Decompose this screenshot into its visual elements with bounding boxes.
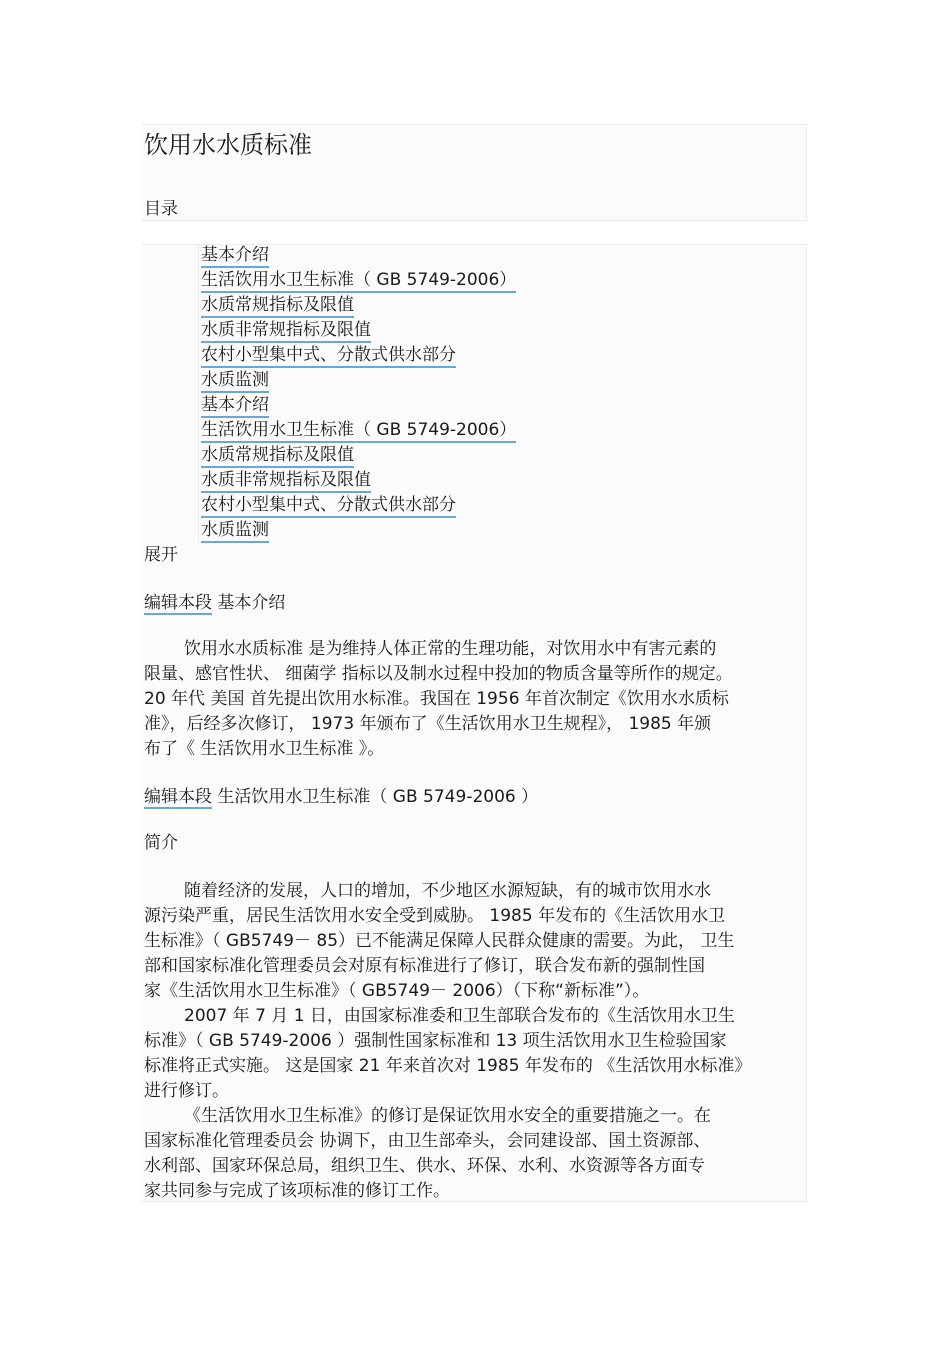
toc-item-rural-supply[interactable]: 农村小型集中式、分散式供水部分	[201, 345, 456, 368]
toc-item-intro[interactable]: 基本介绍	[201, 395, 269, 418]
toc-item-regular-indicators[interactable]: 水质常规指标及限值	[201, 445, 354, 468]
paragraph-line: 进行修订。	[144, 1081, 229, 1101]
expand-toggle[interactable]: 展开	[144, 545, 178, 565]
toc-item-standard[interactable]: 生活饮用水卫生标准（ GB 5749-2006）	[201, 420, 516, 443]
paragraph-line: 水利部、国家环保总局，组织卫生、供水、环保、水利、水资源等各方面专	[144, 1156, 705, 1176]
paragraph-line: 饮用水水质标准 是为维持人体正常的生理功能，对饮用水中有害元素的	[184, 639, 717, 659]
paragraph-line: 限量、感官性状、 细菌学 指标以及制水过程中投加的物质含量等所作的规定。	[144, 664, 733, 684]
paragraph-line: 家共同参与完成了该项标准的修订工作。	[144, 1181, 450, 1201]
toc-item-monitoring[interactable]: 水质监测	[201, 520, 269, 543]
toc-item-nonregular-indicators[interactable]: 水质非常规指标及限值	[201, 320, 371, 343]
edit-section-link[interactable]: 编辑本段	[144, 593, 212, 613]
paragraph-line: 随着经济的发展，人口的增加，不少地区水源短缺，有的城市饮用水水	[184, 881, 711, 901]
paragraph-line: 部和国家标准化管理委员会对原有标准进行了修订，联合发布新的强制性国	[144, 956, 705, 976]
toc-item-regular-indicators[interactable]: 水质常规指标及限值	[201, 295, 354, 318]
section-title: 生活饮用水卫生标准（ GB 5749-2006 ）	[217, 787, 539, 807]
section-heading	[144, 593, 285, 613]
paragraph-line: 标准》（ GB 5749-2006 ）强制性国家标准和 13 项生活饮用水卫生检验国家	[144, 1031, 727, 1051]
toc-item-nonregular-indicators[interactable]: 水质非常规指标及限值	[201, 470, 371, 493]
toc-heading: 目录	[144, 199, 178, 219]
paragraph-line: 布了《 生活饮用水卫生标准 》。	[144, 739, 385, 759]
paragraph-line: 家《生活饮用水卫生标准》（ GB5749－ 2006）（下称“新标准”）。	[144, 981, 650, 1001]
toc-item-rural-supply[interactable]: 农村小型集中式、分散式供水部分	[201, 495, 456, 518]
paragraph-line: 生标准》（ GB5749－ 85）已不能满足保障人民群众健康的需要。为此， 卫生	[144, 931, 735, 951]
toc-item-intro[interactable]: 基本介绍	[201, 245, 269, 268]
section-heading	[144, 787, 538, 807]
paragraph-line: 国家标准化管理委员会 协调下，由卫生部牵头，会同建设部、国土资源部、	[144, 1131, 711, 1151]
toc-item-monitoring[interactable]: 水质监测	[201, 370, 269, 393]
paragraph-line: 2007 年 7 月 1 日，由国家标准委和卫生部联合发布的《生活饮用水卫生	[184, 1006, 735, 1026]
paragraph-line: 《生活饮用水卫生标准》的修订是保证饮用水安全的重要措施之一。在	[184, 1106, 711, 1126]
section-title: 基本介绍	[217, 593, 286, 613]
subsection-title: 简介	[144, 833, 178, 853]
paragraph-line: 标准将正式实施。 这是国家 21 年来首次对 1985 年发布的 《生活饮用水标准》	[144, 1056, 752, 1076]
paragraph-line: 源污染严重，居民生活饮用水安全受到威胁。 1985 年发布的《生活饮用水卫	[144, 906, 726, 926]
paragraph-line: 20 年代 美国 首先提出饮用水标准。我国在 1956 年首次制定《饮用水水质标	[144, 689, 729, 709]
edit-section-link[interactable]: 编辑本段	[144, 787, 212, 807]
page-title: 饮用水水质标准	[144, 131, 312, 159]
paragraph-line: 准》，后经多次修订， 1973 年颁布了《生活饮用水卫生规程》， 1985 年颁	[144, 714, 712, 734]
toc-item-standard[interactable]: 生活饮用水卫生标准（ GB 5749-2006）	[201, 270, 516, 293]
